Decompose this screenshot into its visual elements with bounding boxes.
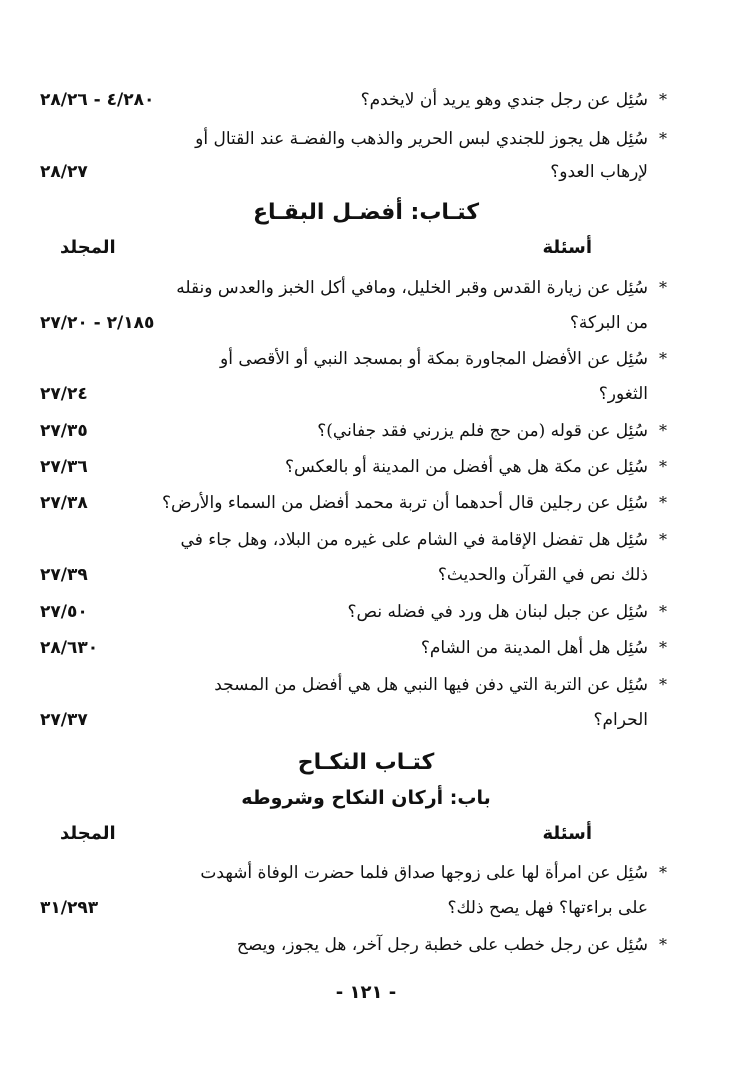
section-subtitle: باب: أركان النكاح وشروطه	[241, 787, 491, 809]
volume-ref: ٢٧/٣٩	[40, 565, 88, 585]
question-text: الحرام؟	[593, 710, 648, 730]
question-text: سُئِل عن قوله (من حج فلم يزرني فقد جفاني)؟	[317, 421, 648, 441]
section-title: كتـاب: أفضـل البقـاع	[253, 200, 479, 225]
question-text: ذلك نص في القرآن والحديث؟	[437, 565, 648, 585]
volume-ref: ٢٧/٣٥	[40, 421, 88, 441]
volume-ref: ٣١/٢٩٣	[40, 898, 99, 918]
question-text: سُئِل عن مكة هل هي أفضل من المدينة أو بالعكس؟	[284, 457, 648, 477]
question-text: سُئِل عن امرأة لها على زوجها صداق فلما حضرت الوفاة أشهدت	[200, 863, 648, 883]
list-item-continuation	[40, 704, 672, 736]
bullet-icon: *	[659, 602, 667, 621]
question-text: سُئِل هل يجوز للجندي لبس الحرير والذهب والفضـة عند القتال أو	[195, 129, 648, 149]
question-text: سُئِل عن رجل خطب على خطبة رجل آخر، هل يجوز، ويصح	[236, 935, 648, 955]
question-text: لإرهاب العدو؟	[550, 162, 648, 182]
bullet-icon: *	[659, 129, 667, 148]
column-header-volume: المجلد	[60, 237, 116, 258]
volume-ref: ٢٧/٢٤	[40, 384, 88, 404]
question-text: سُئِل عن زيارة القدس وقبر الخليل، ومافي أكل الخبز والعدس ونقله	[176, 278, 648, 298]
list-item	[40, 451, 672, 483]
question-text: سُئِل عن رجل جندي وهو يريد أن لايخدم؟	[360, 90, 648, 110]
question-text: سُئِل عن جبل لبنان هل ورد في فضله نص؟	[347, 602, 648, 622]
list-item-continuation	[40, 156, 672, 188]
bullet-icon: *	[659, 530, 667, 549]
list-item	[40, 524, 672, 556]
question-text: على براءتها؟ فهل يصح ذلك؟	[447, 898, 648, 918]
volume-ref: ٢٧/٥٠	[40, 602, 88, 622]
question-text: سُئِل هل أهل المدينة من الشام؟	[420, 638, 648, 658]
page-number: - ١٢١ -	[335, 982, 397, 1003]
list-item	[40, 857, 672, 889]
list-item	[40, 669, 672, 701]
list-item-continuation	[40, 307, 672, 339]
question-text: من البركة؟	[569, 313, 648, 333]
list-item	[40, 632, 672, 664]
column-header-volume: المجلد	[60, 823, 116, 844]
question-text: سُئِل هل تفضل الإقامة في الشام على غيره من البلاد، وهل جاء في	[180, 530, 648, 550]
bullet-icon: *	[659, 349, 667, 368]
question-text: سُئِل عن التربة التي دفن فيها النبي هل هي أفضل من المسجد	[214, 675, 648, 695]
bullet-icon: *	[659, 90, 667, 109]
bullet-icon: *	[659, 935, 667, 954]
list-item	[40, 123, 672, 155]
list-item-continuation	[40, 559, 672, 591]
list-item-continuation	[40, 378, 672, 410]
volume-ref: ٢٧/٣٦	[40, 457, 88, 477]
bullet-icon: *	[659, 638, 667, 657]
list-item-continuation	[40, 892, 672, 924]
volume-ref: ٢/١٨٥ - ٢٧/٢٠	[40, 313, 155, 333]
column-header-questions: أسئلة	[542, 237, 592, 258]
question-text: سُئِل عن رجلين قال أحدهما أن تربة محمد أفضل من السماء والأرض؟	[162, 493, 648, 513]
question-text: سُئِل عن الأفضل المجاورة بمكة أو بمسجد النبي أو الأقصى أو	[219, 349, 648, 369]
volume-ref: ٤/٢٨٠ - ٢٨/٢٦	[40, 90, 155, 110]
column-header-questions: أسئلة	[542, 823, 592, 844]
bullet-icon: *	[659, 675, 667, 694]
bullet-icon: *	[659, 863, 667, 882]
bullet-icon: *	[659, 457, 667, 476]
list-item	[40, 415, 672, 447]
list-item	[40, 929, 672, 961]
list-item	[40, 84, 672, 116]
list-item	[40, 487, 672, 519]
bullet-icon: *	[659, 278, 667, 297]
list-item	[40, 272, 672, 304]
volume-ref: ٢٨/٢٧	[40, 162, 88, 182]
list-item	[40, 596, 672, 628]
bullet-icon: *	[659, 421, 667, 440]
section-title: كتـاب النكـاح	[297, 750, 435, 775]
volume-ref: ٢٧/٣٧	[40, 710, 88, 730]
list-item	[40, 343, 672, 375]
volume-ref: ٢٧/٣٨	[40, 493, 88, 513]
question-text: الثغور؟	[598, 384, 648, 404]
volume-ref: ٢٨/٦٣٠	[40, 638, 99, 658]
bullet-icon: *	[659, 493, 667, 512]
